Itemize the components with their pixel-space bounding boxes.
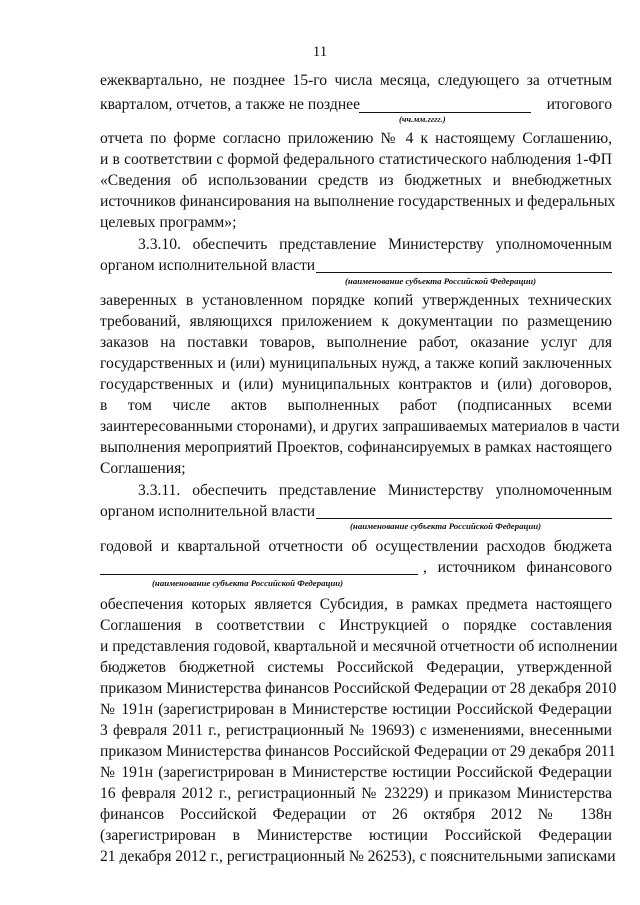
text-line: отчета по форме согласно приложению № 4 к настоящему Соглашению, (100, 130, 612, 147)
text-line: № 191н (зарегистрирован в Министерстве юстиции Российской Федерации (100, 764, 612, 781)
text-line: Соглашения; (100, 460, 186, 477)
text-line: 16 февраля 2012 г., регистрационный № 23229) и приказом Министерства (100, 785, 612, 802)
subject-blank (316, 518, 612, 519)
text-segment: , источником финансового (423, 559, 612, 576)
text-line: источников финансирования на выполнение государственных и федеральных (100, 193, 616, 210)
text-line: заинтересованными сторонами), и других запрашиваемых материалов в части (100, 418, 620, 435)
text-line: приказом Министерства финансов Российской Федерации от 29 декабря 2011 (100, 743, 616, 760)
text-line: «Сведения об использовании средств из бюджетных и внебюджетных (100, 172, 612, 189)
text-line: заказов на поставки товаров, выполнение работ, оказание услуг для (100, 334, 612, 351)
text-line: государственных и (или) муниципальных контрактов и (или) договоров, (100, 376, 612, 393)
text-line: (зарегистрирован в Министерстве юстиции Российской Федерации (100, 827, 612, 844)
text-segment: органом исполнительной власти (100, 257, 316, 274)
text-line: 3.3.11. обеспечить представление Министерству уполномоченным (138, 482, 612, 499)
text-segment: кварталом, отчетов, а также не позднее (100, 96, 361, 113)
text-line: обеспечения которых является Субсидия, в рамках предмета настоящего (100, 596, 612, 613)
budget-blank (100, 574, 418, 575)
text-segment: итогового (546, 96, 612, 113)
text-line: требований, являющихся приложением к документации по размещению (100, 313, 612, 330)
text-line: заверенных в установленном порядке копий утвержденных технических (100, 292, 612, 309)
page-number: 11 (312, 44, 328, 60)
text-line: Соглашения в соответствии с Инструкцией о порядке составления (100, 617, 612, 634)
text-line: выполнения мероприятий Проектов, софинансируемых в рамках настоящего (100, 439, 612, 456)
text-line: и в соответствии с формой федерального статистического наблюдения 1-ФП (100, 151, 612, 168)
subject-caption: (наименование субъекта Российской Федерации) (345, 276, 537, 286)
text-line: 21 декабря 2012 г., регистрационный № 26253), с пояснительными записками (100, 848, 616, 865)
text-line: и представления годовой, квартальной и месячной отчетности об исполнении (100, 638, 618, 655)
text-line: 3 февраля 2011 г., регистрационный № 19693) с изменениями, внесенными (100, 722, 612, 739)
subject-blank (316, 272, 612, 273)
text-line: в том числе актов выполненных работ (подписанных всеми (100, 397, 612, 414)
text-line: № 191н (зарегистрирован в Министерстве юстиции Российской Федерации (100, 701, 612, 718)
subject-caption: (наименование субъекта Российской Федерации) (152, 578, 344, 588)
text-line: целевых программ»; (100, 214, 237, 231)
text-segment: органом исполнительной власти (100, 503, 316, 520)
text-line: бюджетов бюджетной системы Российской Федерации, утвержденной (100, 659, 612, 676)
text-line: финансов Российской Федерации от 26 октября 2012 № 138н (100, 806, 612, 823)
date-caption: (чч.мм.гггг.) (399, 114, 446, 124)
date-blank (359, 112, 531, 113)
text-line: государственных и (или) муниципальных нужд, а также копий заключенных (100, 355, 612, 372)
text-line: годовой и квартальной отчетности об осуществлении расходов бюджета (100, 538, 612, 555)
subject-caption: (наименование субъекта Российской Федерации) (350, 521, 542, 531)
text-line: 3.3.10. обеспечить представление Министерству уполномоченным (138, 236, 612, 253)
text-line: ежеквартально, не позднее 15-го числа месяца, следующего за отчетным (100, 72, 612, 89)
text-line: приказом Министерства финансов Российской Федерации от 28 декабря 2010 (100, 680, 617, 697)
